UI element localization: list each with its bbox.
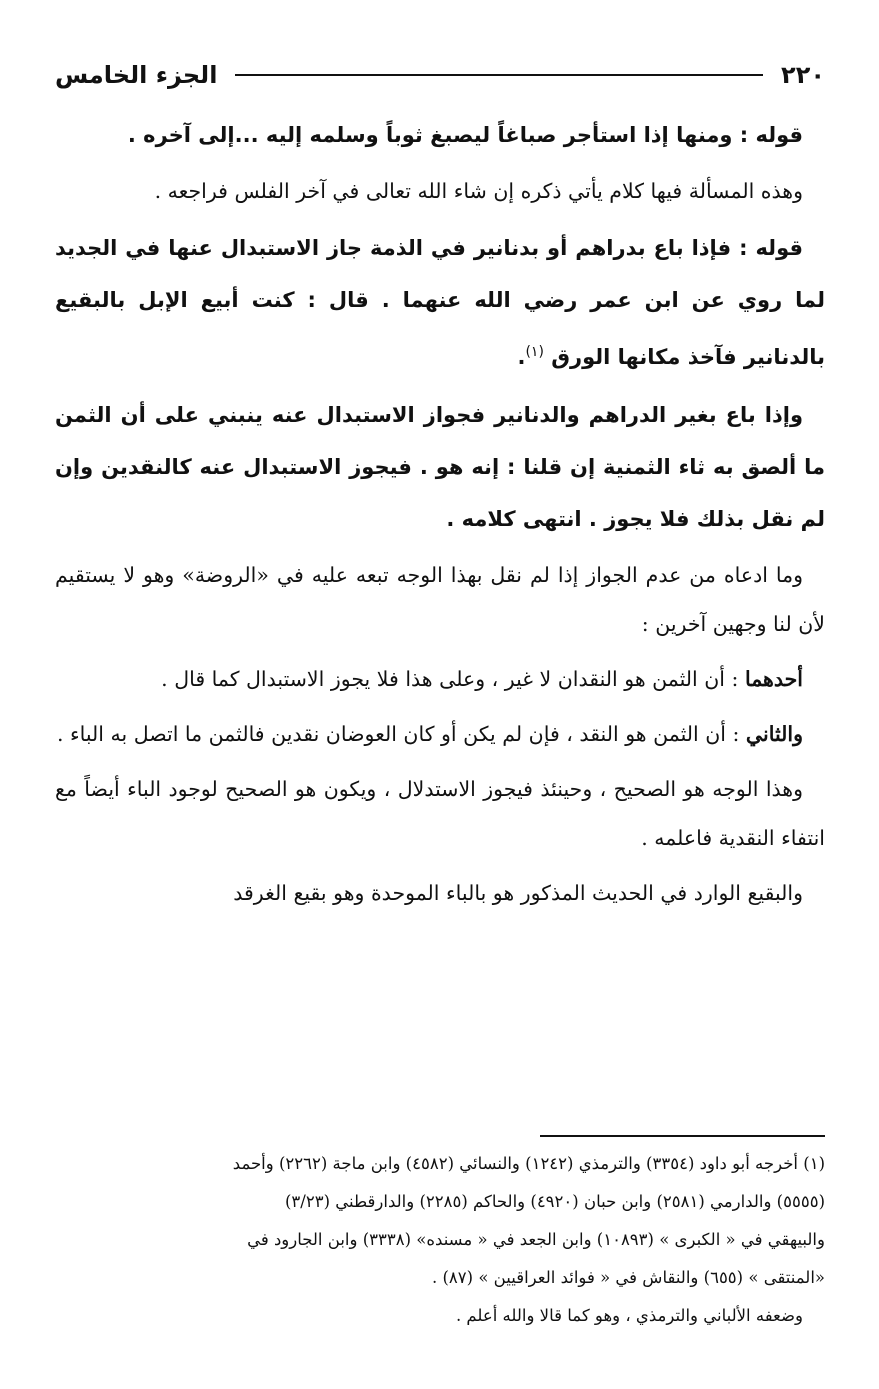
footnote-separator: [540, 1135, 825, 1137]
paragraph-text: : أن الثمن هو النقد ، فإن لم يكن أو كان العوضان نقدين فالثمن ما اتصل به الباء .: [56, 722, 746, 746]
page-header: [55, 55, 825, 95]
footnote-reference[interactable]: (١): [525, 344, 544, 360]
paragraph-5: [55, 551, 825, 649]
paragraph-lead: والثاني: [745, 722, 803, 746]
footnote-line: وضعفه الألباني والترمذي ، وهو كما قالا والله أعلم .: [455, 1306, 803, 1325]
paragraph-text: وهذا الوجه هو الصحيح ، وحينئذ فيجوز الاستدلال ، ويكون هو الصحيح لوجود الباء أيضاً مع انتفاء النقدية فاعلمه .: [55, 777, 825, 850]
paragraph-9: [55, 869, 825, 918]
running-title: الجزء الخامس: [55, 61, 218, 89]
paragraph-text: والبقيع الوارد في الحديث المذكور هو بالباء الموحدة وهو بقيع الغرقد: [233, 881, 803, 905]
paragraph-text: وإذا باع بغير الدراهم والدنانير فجواز الاستبدال عنه ينبني على أن الثمن ما ألصق به ثاء الثمنية إن قلنا : إنه هو . فيجوز الاستبدال عنه كالنقدين وإن لم نقل بذلك فلا يجوز . انتهى كلامه .: [55, 403, 825, 531]
paragraph-tail: .: [517, 345, 526, 369]
paragraph-7: [55, 710, 825, 759]
paragraph-4: [55, 389, 825, 545]
paragraph-text: قوله : فإذا باع بدراهم أو بدنانير في الذمة جاز الاستبدال عنها في الجديد لما روي عن ابن عمر رضي الله عنهما . قال : كنت أبيع الإبل بالبقيع بالدنانير فآخذ مكانها الورق: [55, 236, 825, 369]
paragraph-1: [55, 109, 825, 161]
paragraph-text: وهذه المسألة فيها كلام يأتي ذكره إن شاء الله تعالى في آخر الفلس فراجعه .: [154, 179, 803, 203]
footnote-line: (٥٥٥٥) والدارمي (٢٥٨١) وابن حبان (٤٩٢٠) والحاكم (٢٢٨٥) والدارقطني (٣/٢٣): [284, 1192, 825, 1211]
body-text: [55, 109, 825, 918]
paragraph-text: وما ادعاه من عدم الجواز إذا لم نقل بهذا الوجه تبعه عليه في «الروضة» وهو لا يستقيم لأن لنا وجهين آخرين :: [55, 563, 825, 636]
footnote-line: «المنتقى » (٦٥٥) والنقاش في « فوائد العراقيين » (٨٧) .: [431, 1268, 825, 1287]
paragraph-text: قوله : ومنها إذا استأجر صباغاً ليصبغ ثوباً وسلمه إليه ...إلى آخره .: [127, 123, 803, 147]
page-number: ٢٢٠: [781, 61, 825, 89]
paragraph-8: [55, 765, 825, 863]
paragraph-lead: أحدهما: [744, 667, 803, 691]
paragraph-2: [55, 167, 825, 216]
header-rule: [235, 74, 763, 76]
footnote-line: (١) أخرجه أبو داود (٣٣٥٤) والترمذي (١٢٤٢) والنسائي (٤٥٨٢) وابن ماجة (٢٢٦٢) وأحمد: [232, 1154, 825, 1173]
footnotes: [55, 1145, 825, 1335]
paragraph-6: [55, 655, 825, 704]
book-page: [55, 55, 825, 1325]
footnote-line: والبيهقي في « الكبرى » (١٠٨٩٣) وابن الجعد في « مسنده» (٣٣٣٨) وابن الجارود في: [247, 1230, 825, 1249]
paragraph-text: : أن الثمن هو النقدان لا غير ، وعلى هذا فلا يجوز الاستبدال كما قال .: [161, 667, 745, 691]
paragraph-3: [55, 222, 825, 383]
